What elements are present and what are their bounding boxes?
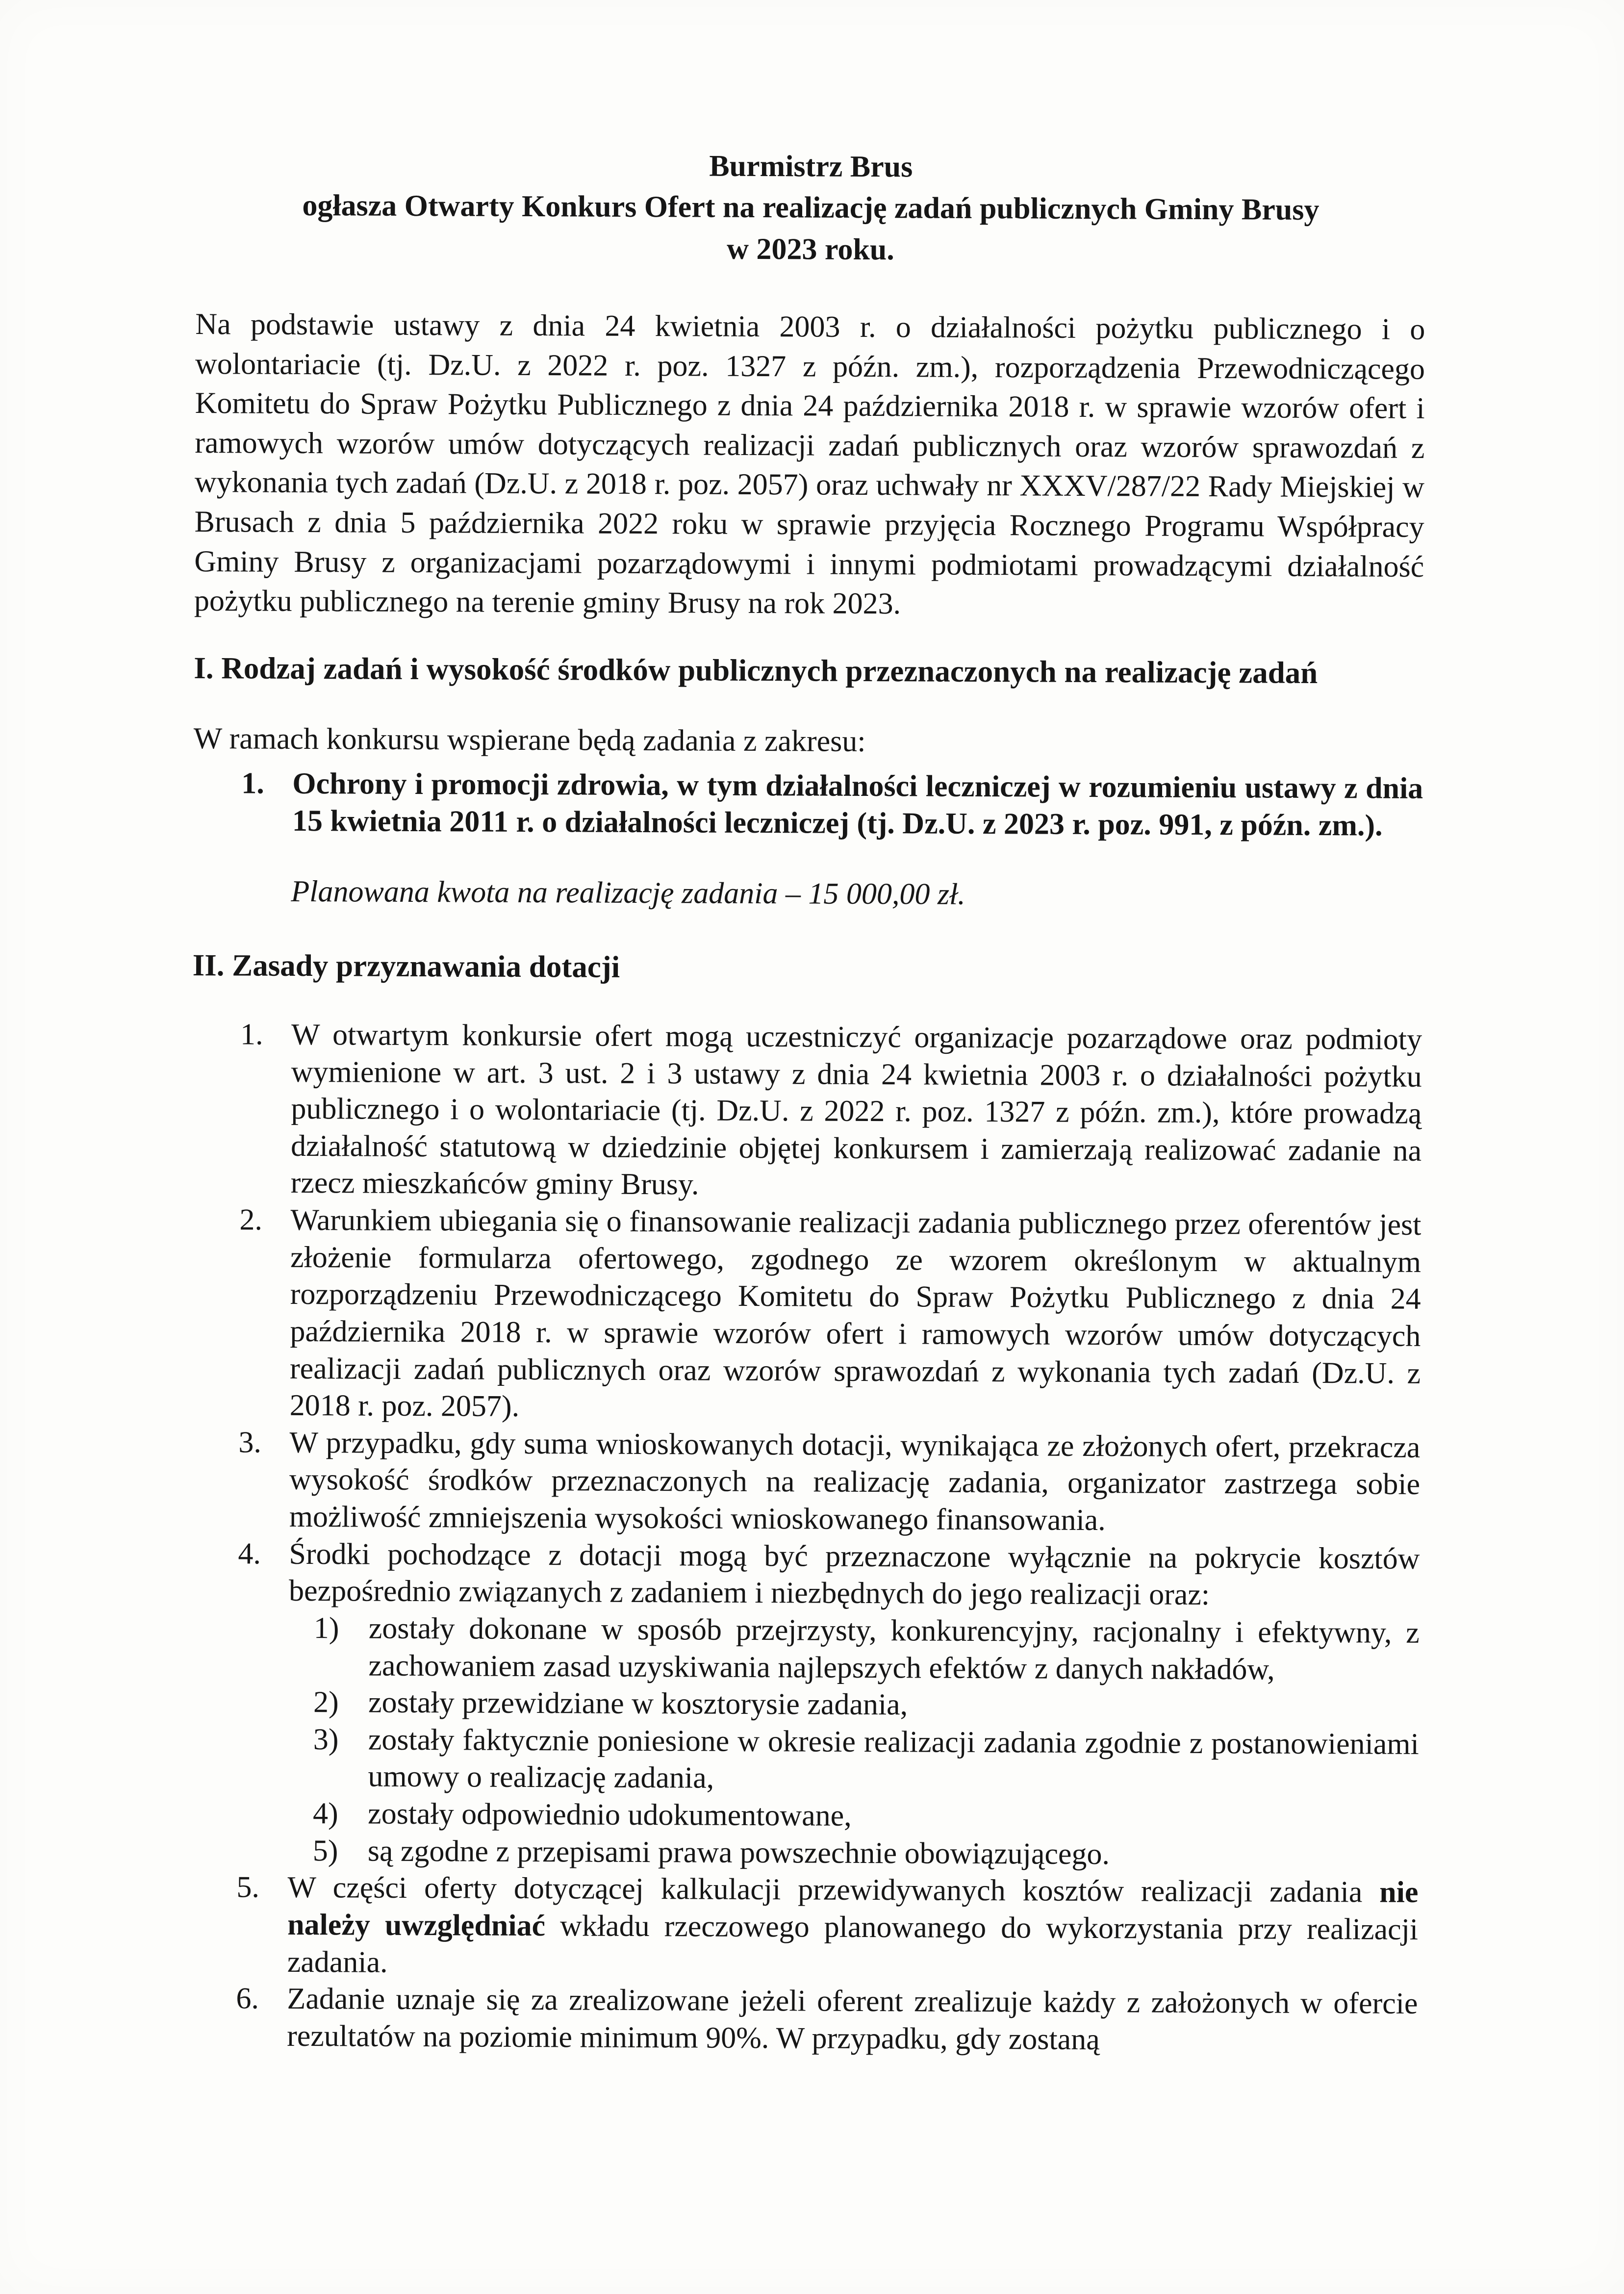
- nested-list-marker: 1): [313, 1611, 339, 1645]
- nested-list-marker: 2): [313, 1685, 339, 1719]
- nested-list-text: są zgodne z przepisami prawa powszechnie obowiązującego.: [367, 1834, 1110, 1871]
- list-item-body: [288, 1536, 1420, 1875]
- nested-list-text: zostały faktycznie poniesione w okresie realizacji zadania zgodnie z postanowieniami umowy o realizację zadania,: [368, 1723, 1419, 1795]
- list-item-text: W otwartym konkursie ofert mogą uczestniczyć organizacje pozarządowe oraz podmioty wymienione w art. 3 ust. 2 i 3 ustawy z dnia 24 kwietnia 2003 r. o działalności pożytku publicznego i o wolontariacie (tj. Dz.U. z 2022 r. poz. 1327 z późn. zm.), które prowadzą działalność statutową w dziedzinie objętej konkursem i zamierzają realizować zadanie na rzecz mieszkańców gminy Brusy.: [290, 1018, 1422, 1201]
- list-item: [236, 1869, 1419, 1986]
- list-item: [238, 1424, 1421, 1540]
- document-title: [196, 143, 1426, 273]
- nested-list-text: zostały przewidziane w kosztorysie zadania,: [368, 1685, 908, 1722]
- document-content: [188, 143, 1426, 2060]
- list-item: [236, 1981, 1418, 2060]
- nested-list-marker: 4): [312, 1797, 338, 1831]
- list-marker: 4.: [238, 1537, 261, 1571]
- section-1-list: [241, 765, 1423, 845]
- list-item-text: Zadanie uznaje się za zrealizowane jeżeli oferent zrealizuje każdy z założonych w ofercie rezultatów na poziomie minimum 90%. W przypadku, gdy zostaną: [287, 1982, 1418, 2056]
- title-line-3: w 2023 roku.: [727, 232, 895, 266]
- title-line-1: Burmistrz Brus: [709, 149, 913, 184]
- section-1-lead: W ramach konkursu wspierane będą zadania z zakresu:: [193, 721, 866, 758]
- nested-list-text: zostały odpowiednio udokumentowane,: [367, 1797, 852, 1833]
- section-1-heading: I. Rodzaj zadań i wysokość środków publicznych przeznaczonych na realizację zadań: [194, 650, 1318, 690]
- planned-amount: Planowana kwota na realizację zadania – 15 000,00 zł.: [291, 875, 965, 912]
- nested-list-item: [313, 1684, 1419, 1726]
- list-marker: 2.: [239, 1203, 263, 1237]
- list-item: [241, 765, 1423, 845]
- section-2-list: [236, 1016, 1422, 2060]
- nested-list-text: zostały dokonane w sposób przejrzysty, konkurencyjny, racjonalny i efektywny, z zachowaniem zasad uzyskiwania najlepszych efektów z danych nakładów,: [368, 1611, 1420, 1686]
- nested-list-marker: 3): [313, 1722, 339, 1757]
- list-item-text: Ochrony i promocji zdrowia, w tym działalności leczniczej w rozumieniu ustawy z dnia 15 kwietnia 2011 r. o działalności leczniczej (tj. Dz.U. z 2023 r. poz. 991, z późn. zm.).: [292, 767, 1423, 842]
- intro-paragraph: Na podstawie ustawy z dnia 24 kwietnia 2003 r. o działalności pożytku publicznego i o wolontariacie (tj. Dz.U. z 2022 r. poz. 1327 z późn. zm.), rozporządzenia Przewodniczącego Komitetu do Spraw Pożytku Publicznego z dnia 24 października 2018 r. w sprawie wzorów ofert i ramowych wzorów umów dotyczących realizacji zadań publicznych oraz wzorów sprawozdań z wykonania tych zadań (Dz.U. z 2018 r. poz. 2057) oraz uchwały nr XXXV/287/22 Rady Miejskiej w Brusach z dnia 5 października 2022 roku w sprawie przyjęcia Rocznego Programu Współpracy Gminy Brusy z organizacjami pozarządowymi i innymi podmiotami prowadzącymi działalność pożytku publicznego na terenie gminy Brusy na rok 2023.: [194, 307, 1425, 621]
- list-item-text: W przypadku, gdy suma wnioskowanych dotacji, wynikająca ze złożonych ofert, przekracza wysokość środków przeznaczonych na realizację zadania, organizator zastrzega sobie możliwość zmniejszenia wysokości wnioskowanego finansowania.: [289, 1426, 1421, 1537]
- list-item-text: Środki pochodzące z dotacji mogą być przeznaczone wyłącznie na pokrycie kosztów bezpośrednio związanych z zadaniem i niezbędnych do jego realizacji oraz:: [288, 1537, 1420, 1612]
- list-marker: 1.: [241, 766, 264, 800]
- list-marker: 1.: [240, 1018, 263, 1051]
- nested-list-marker: 5): [312, 1834, 338, 1867]
- nested-list-item: [313, 1721, 1419, 1800]
- list-marker: 3.: [238, 1426, 262, 1459]
- list-marker: 5.: [236, 1870, 260, 1904]
- list-marker: 6.: [236, 1982, 259, 2015]
- list-item: [237, 1535, 1420, 1874]
- nested-list: [313, 1610, 1420, 1874]
- list-item-text-pre: W części oferty dotyczącej kalkulacji przewidywanych kosztów realizacji zadania: [287, 1871, 1380, 1909]
- list-item-text: Warunkiem ubiegania się o finansowanie realizacji zadania publicznego przez oferentów jest złożenie formularza ofertowego, zgodnego ze wzorem określonym w aktualnym rozporządzeniu Przewodniczącego Komitetu do Spraw Pożytku Publicznego z dnia 24 października 2018 r. w sprawie wzorów ofert i ramowych wzorów umów dotyczących realizacji zadań publicznych oraz wzorów sprawozdań z wykonania tych zadań (Dz.U. z 2018 r. poz. 2057).: [289, 1203, 1421, 1424]
- list-item-text: [287, 1869, 1419, 1986]
- title-line-2: ogłasza Otwarty Konkurs Ofert na realizację zadań publicznych Gminy Brusy: [302, 189, 1320, 227]
- section-2-heading: II. Zasady przyznawania dotacji: [192, 948, 620, 984]
- nested-list-item: [313, 1610, 1420, 1689]
- list-item: [240, 1016, 1422, 1207]
- nested-list-item: [313, 1833, 1419, 1874]
- list-item-text-bold: nie należy uwzględniać: [287, 1875, 1419, 1943]
- nested-list-item: [313, 1795, 1419, 1837]
- list-item-text-post: wkładu rzeczowego planowanego do wykorzystania przy realizacji zadania.: [287, 1909, 1419, 1979]
- list-item: [239, 1201, 1421, 1429]
